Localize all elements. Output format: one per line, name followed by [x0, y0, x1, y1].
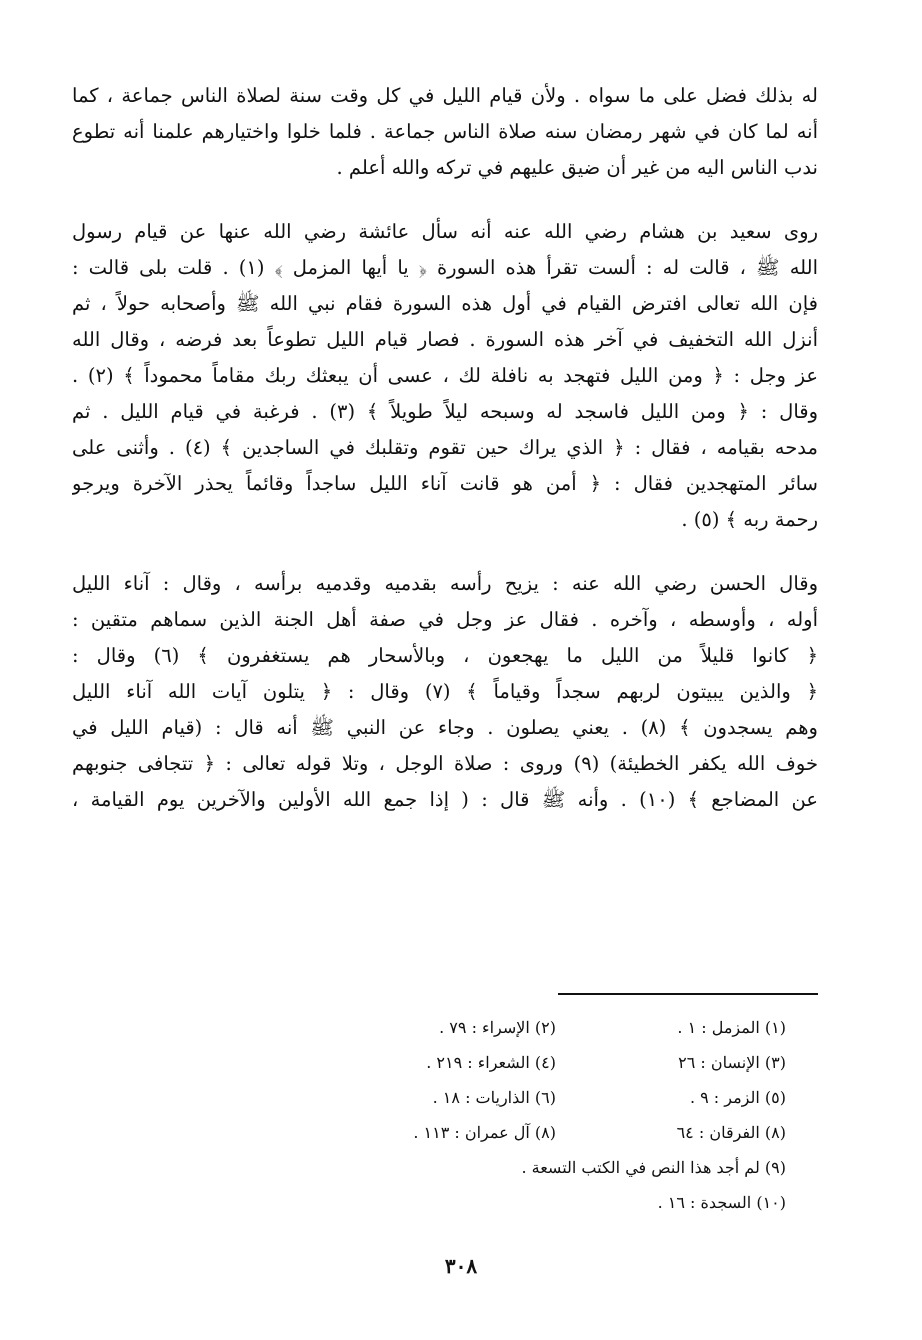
- text-line: أوله ، وأوسطه ، وآخره . فقال عز وجل في صفة أهل الجنة الذين سماهم متقين :: [72, 608, 818, 631]
- footnote: (١) المزمل : ١ .: [677, 1018, 786, 1037]
- footnote: (٨) الفرقان : ٦٤: [676, 1123, 786, 1142]
- footnote: (٤) الشعراء : ٢١٩ .: [426, 1053, 556, 1072]
- text-line: وقال الحسن رضي الله عنه : يزيح رأسه بقدميه وقدميه برأسه ، وقال : آناء الليل: [72, 572, 818, 595]
- text-line: روى سعيد بن هشام رضي الله عنه أنه سأل عائشة رضي الله عنها عن قيام رسول: [72, 220, 818, 243]
- footnote-row: [326, 1115, 786, 1150]
- footnote: (٨) آل عمران : ١١٣ .: [413, 1123, 556, 1142]
- paragraph-2: [72, 214, 818, 538]
- text-line: رحمة ربه ﴾ (٥) .: [681, 508, 818, 531]
- text-line: أنه لما كان في شهر رمضان سنه صلاة الناس جماعة . فلما خلوا واختيارهم علمنا أنه تطوع: [72, 120, 818, 143]
- text-line: خوف الله يكفر الخطيئة) (٩) وروى : صلاة الوجل ، وتلا قوله تعالى : ﴿ تتجافى جنوبهم: [72, 752, 818, 775]
- text-line: الله ﷺ ، قالت له : ألست تقرأ هذه السورة ﴿ يا أيها المزمل ﴾ (١) . قلت بلى قالت :: [72, 256, 818, 279]
- text-line: أنزل الله التخفيف في آخر هذه السورة . فصار قيام الليل تطوعاً بعد فرضه ، وقال الله: [72, 328, 818, 351]
- footnote: (٩) لم أجد هذا النص في الكتب التسعة .: [521, 1158, 786, 1177]
- footnote: (٢) الإسراء : ٧٩ .: [439, 1018, 556, 1037]
- footnote-row: [326, 1045, 786, 1080]
- paragraph-1: [72, 78, 818, 186]
- footnote-divider: [558, 993, 818, 995]
- footnote-row: [326, 1080, 786, 1115]
- text-line: عز وجل : ﴿ ومن الليل فتهجد به نافلة لك ، عسى أن يبعثك ربك مقاماً محموداً ﴾ (٢) .: [72, 364, 818, 387]
- text-line: فإن الله تعالى افترض القيام في أول هذه السورة فقام نبي الله ﷺ وأصحابه حولاً ، ثم: [72, 292, 818, 315]
- text-line: ﴿ والذين يبيتون لربهم سجداً وقياماً ﴾ (٧) وقال : ﴿ يتلون آيات الله آناء الليل: [72, 680, 818, 703]
- text-line: عن المضاجع ﴾ (١٠) . وأنه ﷺ قال : ( إذا جمع الله الأولين والآخرين يوم القيامة ،: [72, 788, 818, 811]
- text-line: وقال : ﴿ ومن الليل فاسجد له وسبحه ليلاً طويلاً ﴾ (٣) . فرغبة في قيام الليل . ثم: [72, 400, 818, 423]
- footnote-row: [326, 1010, 786, 1045]
- footnote: (١٠) السجدة : ١٦ .: [657, 1193, 786, 1212]
- text-line: ندب الناس اليه من غير أن ضيق عليهم في تركه والله أعلم .: [336, 156, 818, 179]
- text-line: له بذلك فضل على ما سواه . ولأن قيام الليل في كل وقت سنة لصلاة الناس جماعة ، كما: [72, 84, 818, 107]
- paragraph-3: [72, 566, 818, 818]
- text-line: سائر المتهجدين فقال : ﴿ أمن هو قانت آناء الليل ساجداً وقائماً يحذر الآخرة ويرجو: [72, 472, 818, 495]
- footnote: (٦) الذاريات : ١٨ .: [432, 1088, 556, 1107]
- text-line: مدحه بقيامه ، فقال : ﴿ الذي يراك حين تقوم وتقلبك في الساجدين ﴾ (٤) . وأثنى على: [72, 436, 818, 459]
- text-line: ﴿ كانوا قليلاً من الليل ما يهجعون ، وبالأسحار هم يستغفرون ﴾ (٦) وقال :: [72, 644, 818, 667]
- footnote: (٣) الإنسان : ٢٦: [678, 1053, 786, 1072]
- footnote: (٥) الزمر : ٩ .: [689, 1088, 786, 1107]
- page-number: ٣٠٨: [444, 1254, 478, 1278]
- text-line: وهم يسجدون ﴾ (٨) . يعني يصلون . وجاء عن النبي ﷺ أنه قال : (قيام الليل في: [72, 716, 818, 739]
- footnotes: [326, 1010, 786, 1220]
